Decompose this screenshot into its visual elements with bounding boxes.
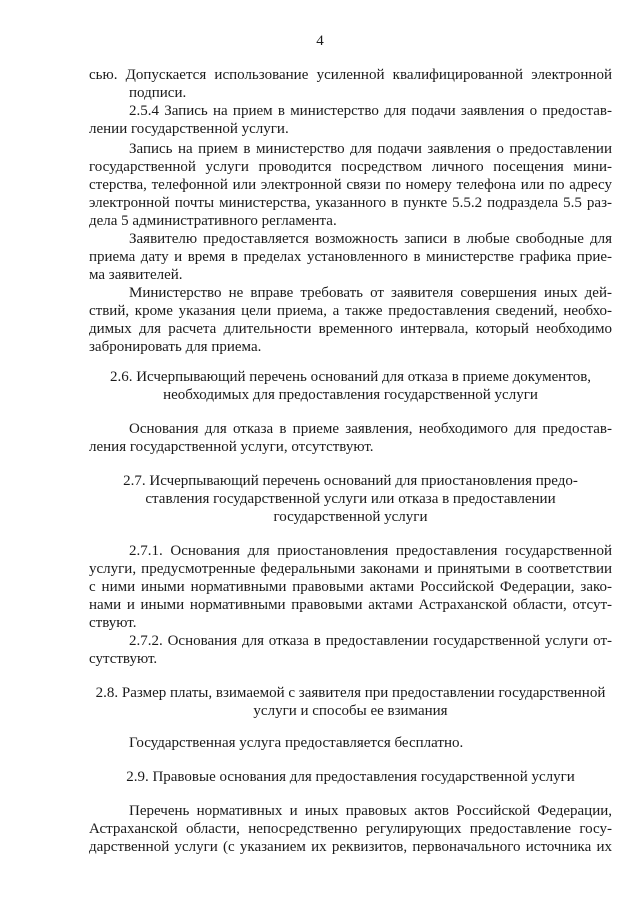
text-line: ма заявителей. — [89, 267, 183, 283]
text-line: дарственной услуги (с указанием их реквизитов, первоначального источника их — [89, 839, 612, 855]
section-heading: 2.8. Размер платы, взимаемой с заявителя при предоставлении государственной — [95, 685, 606, 701]
text-line: 2.5.4 Запись на прием в министерство для подачи заявления о предостав- — [129, 103, 612, 119]
text-line: приема дату и время в пределах установленного в министерстве графика прие- — [89, 249, 612, 265]
section-heading: 2.6. Исчерпывающий перечень оснований для отказа в приеме документов, — [109, 369, 592, 385]
text-line: Перечень нормативных и иных правовых актов Российской Федерации, — [129, 803, 612, 819]
text-line: забронировать для приема. — [89, 339, 262, 355]
section-heading: 2.9. Правовые основания для предоставления государственной услуги — [126, 769, 575, 785]
text-line: Министерство не вправе требовать от заявителя совершения иных дей- — [129, 285, 612, 301]
section-heading: ставления государственной услуги или отказа в предоставлении — [145, 491, 556, 507]
text-line: 2.7.2. Основания для отказа в предоставлении государственной услуги от- — [129, 633, 612, 649]
text-line: сью. Допускается использование усиленной квалифицированной электронной — [89, 67, 612, 83]
page-number: 4 — [316, 33, 324, 49]
text-line: ствий, кроме указания цели приема, а также предоставления сведений, необхо- — [89, 303, 612, 319]
text-line: подписи. — [129, 85, 187, 101]
text-line: электронной почты министерства, указанного в пункте 5.5.2 подраздела 5.5 раз- — [89, 195, 612, 211]
section-heading: услуги и способы ее взимания — [253, 703, 448, 719]
text-line: лении государственной услуги. — [89, 121, 289, 137]
text-line: Астраханской области, непосредственно регулирующих предоставление госу- — [89, 821, 612, 837]
section-heading: государственной услуги — [273, 509, 428, 525]
text-line: Заявителю предоставляется возможность записи в любые свободные для — [129, 231, 612, 247]
text-line: дела 5 административного регламента. — [89, 213, 337, 229]
text-line: ствуют. — [89, 615, 137, 631]
text-line: государственной услуги проводится посредством личного посещения мини- — [89, 159, 612, 175]
text-line: сутствуют. — [89, 651, 158, 667]
text-line: димых для расчета длительности временного интервала, который необходимо — [89, 321, 612, 337]
text-line: услуги, предусмотренные федеральными законами и принятыми в соответствии — [89, 561, 612, 577]
text-line: Основания для отказа в приеме заявления, необходимого для предостав- — [129, 421, 612, 437]
section-heading: 2.7. Исчерпывающий перечень оснований для приостановления предо- — [123, 473, 578, 489]
text-line: с ними иными нормативными правовыми актами Российской Федерации, зако- — [89, 579, 612, 595]
section-heading: необходимых для предоставления государственной услуги — [163, 387, 538, 403]
text-line: Государственная услуга предоставляется бесплатно. — [129, 735, 464, 751]
text-line: ления государственной услуги, отсутствуют. — [89, 439, 374, 455]
text-line: стерства, телефонной или электронной связи по номеру телефона или по адресу — [89, 177, 612, 193]
text-line: Запись на прием в министерство для подачи заявления о предоставлении — [129, 141, 612, 157]
text-line: 2.7.1. Основания для приостановления предоставления государственной — [129, 543, 612, 559]
text-line: нами и иными нормативными правовыми актами Астраханской области, отсут- — [89, 597, 612, 613]
